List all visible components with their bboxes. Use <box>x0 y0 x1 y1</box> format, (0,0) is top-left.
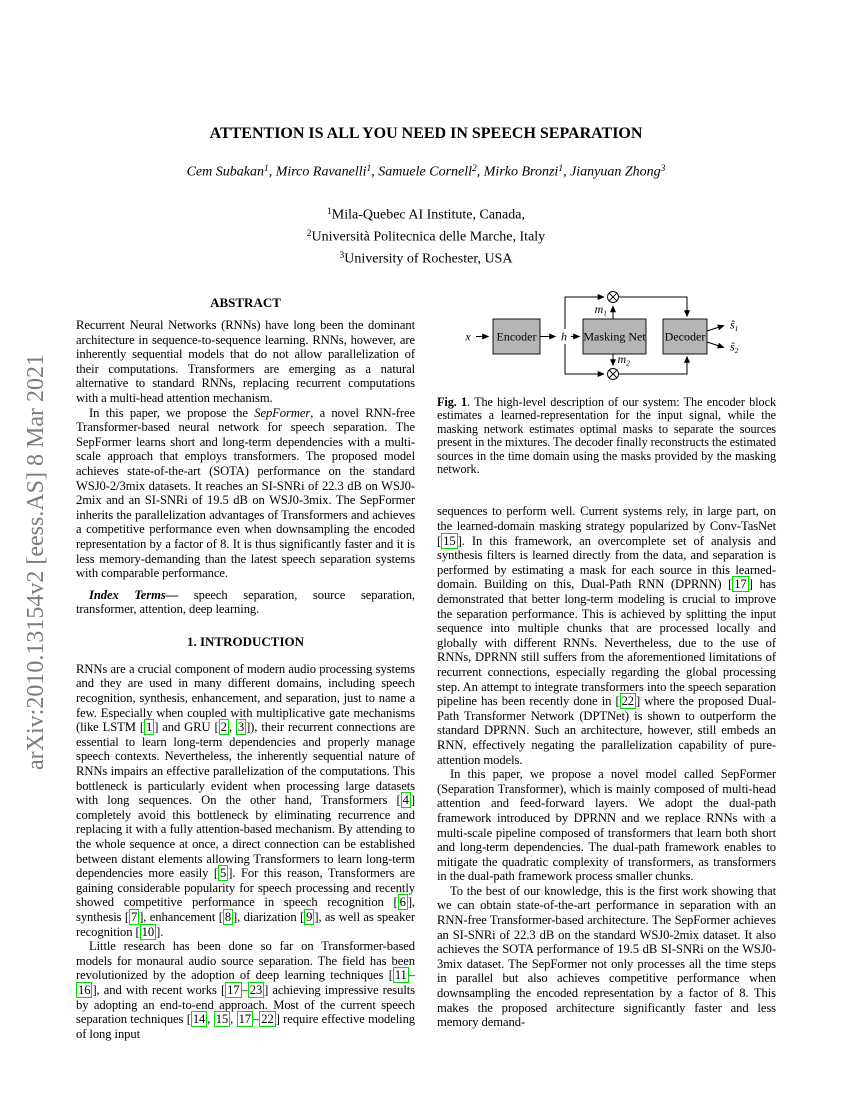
text-segment: ] achieving impressive results by adopting an end-to-end approach. Most of the current speech separation techniques [ <box>76 982 415 1027</box>
citation-link[interactable]: 23 <box>249 982 263 997</box>
citation-link[interactable]: 2 <box>220 720 227 735</box>
multiply-icon <box>608 292 619 303</box>
affiliation-line-1 <box>76 203 776 225</box>
citation-link[interactable]: 1 <box>145 720 153 735</box>
arrow-s2 <box>707 342 724 348</box>
text-segment: SepFormer <box>254 405 311 420</box>
text-segment: , a novel RNN-free Transformer-based neural network for speech separation. The SepFormer learns short and long-term dependencies with a multi-scale approach that employs transformers. The proposed model achieves state-of-the-art (SOTA) performance on the standard WSJ0-2/3mix datasets. It reaches an SI-SNRi of 22.3 dB on WSJ0-2mix and an SI-SNRi of 19.5 dB on WSJ0-3mix. The SepFormer inherits the parallelization advantages of Transformers and achieves a competitive performance even when downsampling the encoded representation by a factor of 8. It is thus significantly faster and it is less memory-demanding than the latest speech separation systems with comparable performance. <box>76 405 416 581</box>
text-segment: . The high-level description of our system: The encoder block estimates a learned-representation for the input signal, while the masking network estimates optimal masks to separate the sources present in the mixtures. The decoder finally reconstructs the estimated sources in the time domain using the masks provided by the masking network. <box>437 395 776 477</box>
text-segment: ] require effective modeling of long input <box>76 1012 416 1041</box>
citation-link[interactable]: 16 <box>78 982 91 997</box>
text-segment: , Jianyuan Zhong <box>563 164 661 180</box>
text-segment: ]. In this framework, an overcomplete set of analysis and synthesis filters is learned directly from the data, and separation is performed by estimating a mask for each source in this learned-domain. Building on this, Dual-Path RNN (DPRNN) [ <box>437 533 776 592</box>
body-paragraph-sepformer <box>437 767 776 884</box>
text-segment: ]), their recurrent connections are essential to learn long-term dependencies and properly manage speech contexts. Nevertheless, the inherently sequential nature of RNNs impairs an effective parallelization of the computations. This bottleneck is particularly evident when processing large datasets with long sequences. On the other hand, Transformers [ <box>76 720 415 808</box>
top-product-to-decoder <box>619 297 687 317</box>
text-segment: ]. For this reason, Transformers are gaining considerable popularity for speech processing and recently showed competitive performance in speech recognition [ <box>76 866 415 910</box>
citation-link[interactable]: 10 <box>141 924 155 939</box>
right-column-body <box>437 504 776 1029</box>
citation-link[interactable]: 4 <box>402 793 409 808</box>
text-segment: , <box>228 720 236 735</box>
decoder-label: Decoder <box>664 329 706 344</box>
citation-link[interactable]: 22 <box>261 1012 274 1027</box>
index-terms <box>76 588 415 617</box>
text-segment: , <box>230 1012 237 1027</box>
body-paragraph-contributions <box>437 884 776 1030</box>
text-segment: Mila-Quebec AI Institute, Canada, <box>331 207 525 223</box>
text-segment: 1 <box>558 164 564 174</box>
text-segment: – <box>253 1012 260 1027</box>
citation-link[interactable]: 3 <box>237 720 245 735</box>
right-column <box>437 283 776 1030</box>
figure-diagram <box>450 283 790 388</box>
text-segment: Cem Subakan <box>186 164 264 180</box>
citation-link[interactable]: 17 <box>734 577 747 592</box>
text-segment: ], synthesis [ <box>76 895 415 924</box>
text-segment: sequences to perform well. Current systems rely, in large part, on the learned-domain masking strategy popularized by Conv-TasNet [ <box>437 504 776 548</box>
text-segment: Little research has been done so far on Transformer-based models for monaural audio source separation. The field has been revolutionized by the adoption of deep learning techniques [ <box>76 939 415 983</box>
arxiv-watermark: arXiv:2010.13154v2 [eess.AS] 8 Mar 2021 <box>23 354 49 770</box>
text-segment: ] has demonstrated that better long-term modeling is crucial to improve the separation performance. This is achieved by splitting the input sequence into multiple chunks that are processed locally and globally with different RNNs. Nevertheless, due to the use of RNNs, DPRNN still suffers from the aforementioned limitations of recurrent connections, especially regarding the global processing step. An attempt to integrate transformers into the speech separation pipeline has been recently done in [ <box>437 577 776 709</box>
citation-link[interactable]: 11 <box>394 968 407 983</box>
multiply-icon <box>608 369 619 380</box>
citation-link[interactable]: 15 <box>443 533 456 548</box>
mask2-label: $m_2$ <box>617 352 630 368</box>
affiliation-line-3 <box>76 247 776 269</box>
citation-link[interactable]: 8 <box>224 909 232 924</box>
left-column <box>76 295 415 1041</box>
author-line <box>36 164 816 181</box>
input-signal-label: x <box>465 329 471 344</box>
affiliation-line-2 <box>76 225 776 247</box>
text-segment: ]. <box>156 924 164 939</box>
text-segment: ], and with recent works [ <box>92 982 226 997</box>
text-segment: 1 <box>366 164 372 174</box>
citation-link[interactable]: 6 <box>399 895 406 910</box>
abstract-paragraph-2 <box>76 406 415 581</box>
text-segment: Index Terms— <box>89 587 179 602</box>
text-segment: ], enhancement [ <box>139 909 223 924</box>
citation-link[interactable]: 9 <box>306 909 313 924</box>
text-segment: – <box>408 968 415 983</box>
abstract-heading: ABSTRACT <box>210 295 281 310</box>
affiliations-block <box>76 203 776 269</box>
text-segment: In this paper, we propose a novel model called SepFormer (Separation Transformer), which is mainly composed of multi-head attention and feed-forward layers. We adopt the dual-path framework introduced by DPRNN and we replace RNNs with a multi-scale pipeline composed of transformers that learn both short and long-term dependencies. The dual-path framework enables to mitigate the quadratic complexity of transformers, as transformers in the dual-path framework process smaller chunks. <box>437 767 776 884</box>
text-segment: University of Rochester, USA <box>344 251 513 267</box>
text-segment: ], as well as speaker recognition [ <box>76 909 415 939</box>
introduction-paragraph-2 <box>76 939 415 1041</box>
citation-link[interactable]: 22 <box>621 694 635 709</box>
text-segment: ], diarization [ <box>233 909 305 924</box>
text-segment: ] completely avoid this bottleneck by eliminating recurrence and replacing it with a fully attention-based mechanism. By attending to the whole sequence at once, a direct connection can be established between distant elements allowing Transformers to learn long-term dependencies more easily [ <box>76 793 415 881</box>
text-segment: In this paper, we propose the <box>89 405 255 420</box>
citation-link[interactable]: 17 <box>227 982 240 997</box>
figure-caption <box>437 396 776 476</box>
text-segment: Fig. 1 <box>437 395 468 409</box>
text-segment: Università Politecnica delle Marche, Italy <box>311 229 546 245</box>
citation-link[interactable]: 14 <box>192 1012 206 1027</box>
text-segment: 2 <box>306 229 312 239</box>
abstract-paragraph-1 <box>76 318 415 406</box>
text-segment: Recurrent Neural Networks (RNNs) have long been the dominant architecture in sequence-to-sequence learning. RNNs, however, are inherently sequential models that do not allow parallelization of their computations. Transformers are emerging as a natural alternative to standard RNNs, replacing recurrent computations with a multi-head attention mechanism. <box>76 318 415 405</box>
citation-link[interactable]: 17 <box>238 1012 252 1027</box>
text-segment: To the best of our knowledge, this is the first work showing that we can obtain state-of-the-art performance in separation with an RNN-free Transformer-based architecture. The SepFormer achieves an SI-SNRi of 22.3 dB on the standard WSJ0-2mix dataset. It also achieves the SOTA performance of 19.5 dB SI-SNRi on the WSJ0-3mix dataset. The SepFormer not only processes all the time steps in parallel but also achieves competitive performance when downsampling the encoded representation by a factor of 8. This makes the proposed architecture significantly faster and less memory demand- <box>437 883 776 1030</box>
text-segment: ] and GRU [ <box>154 720 219 735</box>
introduction-heading: 1. INTRODUCTION <box>186 633 304 649</box>
text-segment: 3 <box>660 164 666 174</box>
introduction-paragraph-1 <box>76 662 415 939</box>
citation-link[interactable]: 5 <box>220 866 227 881</box>
text-segment: , Mirco Ravanelli <box>268 164 367 180</box>
text-segment: – <box>241 982 248 997</box>
body-paragraph-continuation <box>437 504 776 767</box>
text-segment: ] where the proposed Dual-Path Transformer Network (DPTNet) is shown to outperform the standard DPRNN. Such an architecture, however, still embeds an RNN, effectively negating the parallelization capability of pure-attention models. <box>437 694 776 767</box>
paper-title: ATTENTION IS ALL YOU NEED IN SPEECH SEPARATION <box>209 125 643 142</box>
citation-link[interactable]: 15 <box>215 1012 229 1027</box>
text-segment: speech separation, source separation, transformer, attention, deep learning. <box>76 587 415 617</box>
text-segment: 1 <box>263 164 269 174</box>
encoder-label: Encoder <box>496 329 537 344</box>
arrow-s1 <box>707 326 724 332</box>
source2-label: $ŝ_2$ <box>730 339 739 355</box>
text-segment: , Samuele Cornell <box>371 164 473 180</box>
text-segment: , Mirko Bronzi <box>476 164 559 180</box>
masking-net-label: Masking Net <box>583 329 646 344</box>
text-segment: RNNs are a crucial component of modern audio processing systems and they are used in many different domains, including speech recognition, synthesis, enhancement, and separation, just to name a few. Especially when coupled with multiplicative gate mechanisms (like LSTM [ <box>76 661 415 735</box>
text-segment: 2 <box>472 164 477 174</box>
latent-label: h <box>561 329 567 344</box>
source1-label: $ŝ_1$ <box>730 317 739 333</box>
citation-link[interactable]: 7 <box>130 909 138 924</box>
text-segment: 3 <box>339 251 345 261</box>
mask1-label: $m_1$ <box>594 302 607 318</box>
text-segment: , <box>207 1012 214 1027</box>
text-segment: 1 <box>327 207 332 217</box>
